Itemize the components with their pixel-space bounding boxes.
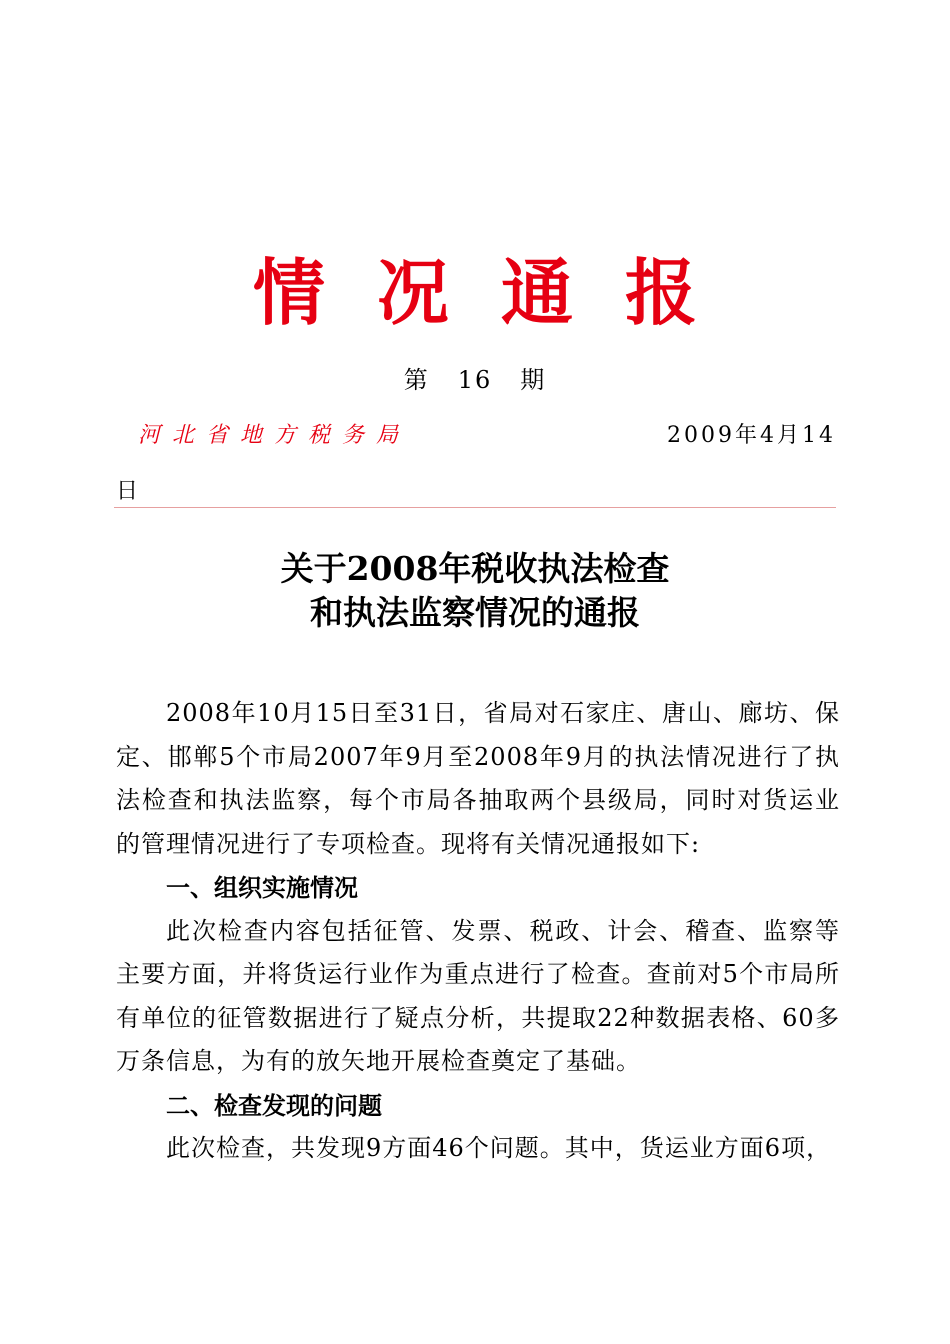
section2-heading: 二、检查发现的问题: [166, 1090, 382, 1120]
issue-suffix: 期: [520, 366, 547, 394]
issue-number-value: 16: [457, 366, 493, 394]
section1-paragraph: 此次检查内容包括征管、发票、税政、计会、稽查、监察等主要方面，并将货运行业作为重点进行了检查。查前对5个市局所有单位的征管数据进行了疑点分析，共提取22种数据表格、60多万条信息，为有的放矢地开展检查奠定了基础。: [116, 916, 840, 1075]
issuer-name: 河北省地方税务局: [138, 423, 411, 448]
section1-heading: 一、组织实施情况: [166, 873, 358, 902]
issue-date-tail: 日: [116, 479, 139, 504]
issue-prefix: 第: [403, 366, 430, 394]
document-title-line1: 关于2008年税收执法检查: [280, 549, 670, 588]
document-title-line2: 和执法监察情况的通报: [310, 593, 640, 632]
section2-paragraph: 此次检查，共发现9方面46个问题。其中，货运业方面6项，: [166, 1134, 832, 1162]
header-divider: [114, 507, 836, 508]
issue-date: 2009年4月14: [667, 423, 836, 448]
masthead-title: 情况通报: [252, 251, 749, 335]
issue-number: [0, 360, 950, 395]
document-body: [116, 692, 840, 1171]
intro-paragraph: 2008年10月15日至31日，省局对石家庄、唐山、廊坊、保定、邯郸5个市局2007年9月至2008年9月的执法情况进行了执法检查和执法监察，每个市局各抽取两个县级局，同时对货运业的管理情况进行了专项检查。现将有关情况通报如下:: [116, 699, 840, 858]
document-title: [0, 547, 950, 635]
